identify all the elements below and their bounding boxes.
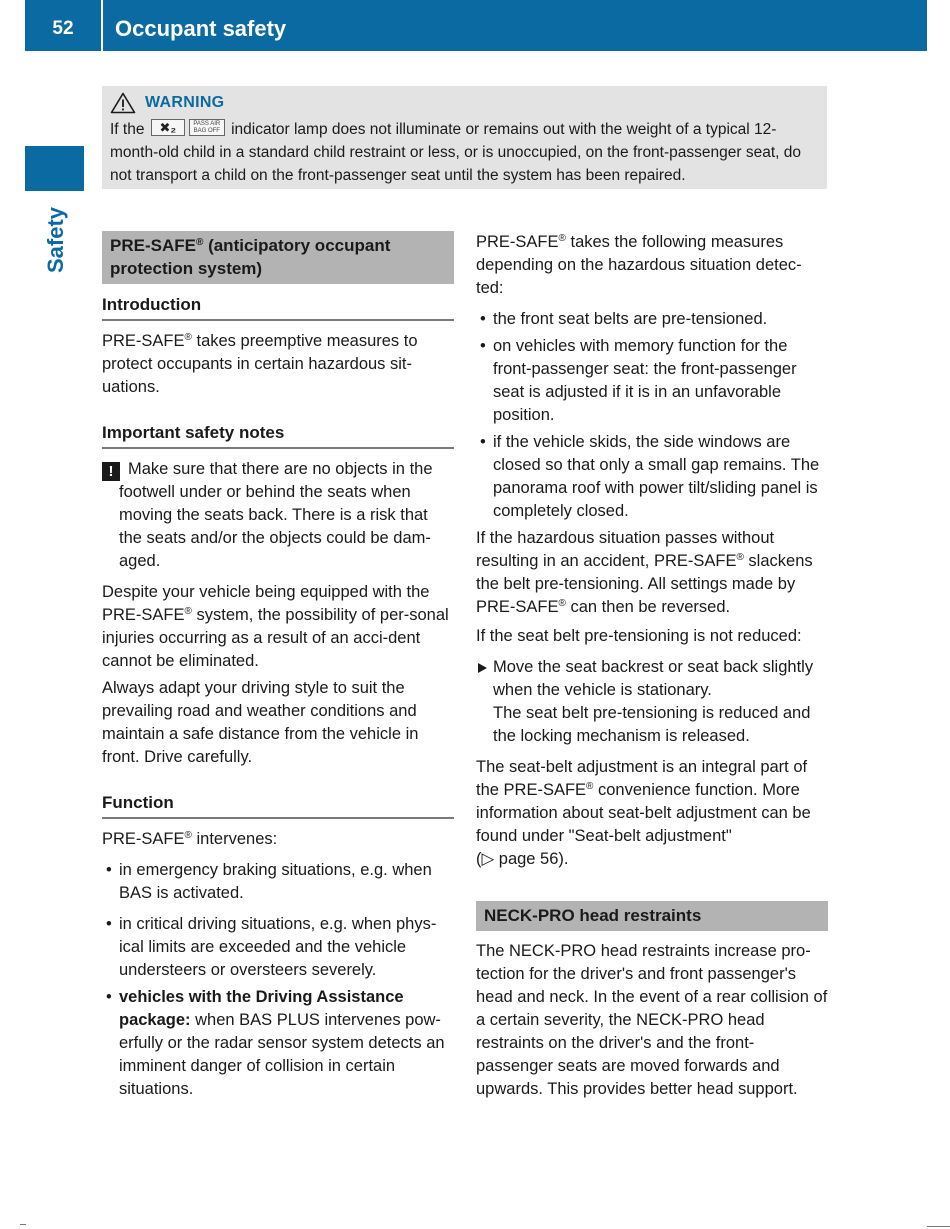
side-tab-label: Safety — [43, 206, 68, 274]
text-run: PRE-SAFE — [102, 830, 185, 848]
section-heading-pre-safe — [102, 231, 454, 284]
warning-triangle-icon — [110, 92, 136, 114]
text-run: can then be reversed. — [565, 598, 731, 616]
crop-mark — [20, 1224, 26, 1225]
text-run: intervenes: — [191, 830, 278, 848]
warning-text — [110, 118, 819, 187]
page-header — [25, 0, 927, 51]
subheading-introduction: Introduction — [102, 293, 454, 321]
seat-belt-adjustment-paragraph — [476, 756, 828, 871]
registered-mark: ® — [184, 830, 192, 841]
text-run: PRE-SAFE — [102, 332, 185, 350]
action-result-text: The seat belt pre-tensioning is reduced and the locking mechanism is released. — [493, 704, 811, 745]
measures-paragraph — [476, 231, 828, 300]
notice-text: Make sure that there are no objects in the footwell under or behind the seats when moving the seats back. There is a risk that the seats and/or the objects could be dam-aged. — [119, 460, 433, 570]
warning-text-rest: indicator lamp does not illuminate or remains out with the weight of a typical 12-month-old child in a standard child restraint or less, or is unoccupied, on the front-passenger seat, do not transport a child on the front-passenger seat until the system has been repaired. — [110, 121, 801, 184]
warning-box — [102, 86, 827, 189]
measure-bullet-1: • the front seat belts are pre-tensioned. — [476, 308, 828, 331]
text-run: takes preemptive measures to protect occupants in certain hazardous sit-uations. — [102, 332, 418, 396]
right-column — [476, 231, 828, 1101]
warning-header — [110, 90, 819, 116]
subheading-function: Function — [102, 791, 454, 819]
bullet-text: when BAS PLUS intervenes pow-erfully or the radar sensor system detects an imminent danger of collision in certain situations. — [119, 1011, 445, 1098]
text-run: PRE-SAFE — [476, 233, 559, 251]
action-step-text: Move the seat backrest or seat back slightly when the vehicle is stationary. — [493, 658, 814, 699]
exclamation-notice-icon: ! — [102, 462, 120, 481]
registered-mark: ® — [184, 606, 192, 617]
bullet-bold-text: vehicles with the Driving Assistance package: — [119, 988, 404, 1029]
section-heading-text-rest: (anticipatory occupant protection system) — [110, 236, 391, 278]
section-heading-text: PRE-SAFE — [110, 236, 196, 255]
notes-paragraph-1 — [102, 581, 454, 673]
registered-mark: ® — [195, 237, 204, 248]
page-number: 52 — [52, 17, 74, 39]
notice-item — [102, 458, 454, 573]
neck-pro-paragraph: The NECK-PRO head restraints increase pro-tection for the driver's and front passenger's head and neck. In the event of a rear collision of a certain severity, the NECK-PRO head restraints on the driver's and the front-passenger seats are moved forwards and upwards. This provides better head support. — [476, 942, 828, 1098]
header-divider — [101, 0, 103, 51]
text-run: slackens the belt pre-tensioning. All settings made by PRE-SAFE — [476, 552, 813, 616]
registered-mark: ® — [736, 552, 744, 563]
text-run: The seat-belt adjustment is an integral part of the PRE-SAFE — [476, 758, 808, 799]
function-bullet-2: • in critical driving situations, e.g. when phys-ical limits are exceeded and the vehicle understeers or oversteers severely. — [102, 913, 454, 982]
text-run: takes the following measures depending on the hazardous situation detec-ted: — [476, 233, 802, 297]
measure-bullet-3: • if the vehicle skids, the side windows are closed so that only a small gap remains. The panorama roof with power tilt/sliding panel is completely closed. — [476, 431, 828, 523]
section-heading-neck-pro: NECK-PRO head restraints — [476, 901, 828, 931]
page-reference-link[interactable]: (▷ page 56). — [476, 850, 569, 868]
text-run: convenience function. More information about seat-belt adjustment can be found under "Seat-belt adjustment" — [476, 781, 811, 845]
function-bullet-3 — [102, 986, 454, 1101]
pass-airbag-off-indicator-icon: PASS AIR BAG OFF — [189, 119, 225, 136]
function-bullet-1: • in emergency braking situations, e.g. when BAS is activated. — [102, 859, 454, 905]
warning-title: WARNING — [145, 94, 225, 111]
warning-text-start: If the — [110, 121, 145, 138]
action-step — [476, 656, 828, 748]
slackens-paragraph — [476, 527, 828, 619]
text-run: system, the possibility of per-sonal injuries occurring as a result of an acci-dent cannot be eliminated. — [102, 606, 449, 670]
child-seat-indicator-icon: ✖₂ — [151, 119, 185, 136]
not-reduced-paragraph: If the seat belt pre-tensioning is not reduced: — [476, 627, 802, 645]
intro-paragraph — [102, 330, 454, 399]
side-tab-marker — [25, 146, 84, 191]
text-run: If the hazardous situation passes without resulting in an accident, PRE-SAFE — [476, 529, 775, 570]
subheading-important-safety-notes: Important safety notes — [102, 421, 454, 449]
page-title: Occupant safety — [115, 16, 287, 41]
measure-bullet-2: • on vehicles with memory function for the front-passenger seat: the front-passenger seat is adjusted if it is in an unfavorable position. — [476, 335, 828, 427]
crop-mark — [927, 1226, 950, 1227]
registered-mark: ® — [184, 332, 192, 343]
text-run: Despite your vehicle being equipped with the PRE-SAFE — [102, 583, 430, 624]
function-paragraph — [102, 828, 454, 851]
registered-mark: ® — [558, 233, 566, 244]
registered-mark: ® — [558, 598, 566, 609]
left-column — [102, 231, 454, 1101]
notes-paragraph-2: Always adapt your driving style to suit the prevailing road and weather conditions and maintain a safe distance from the vehicle in front. Drive carefully. — [102, 679, 419, 766]
registered-mark: ® — [586, 781, 594, 792]
